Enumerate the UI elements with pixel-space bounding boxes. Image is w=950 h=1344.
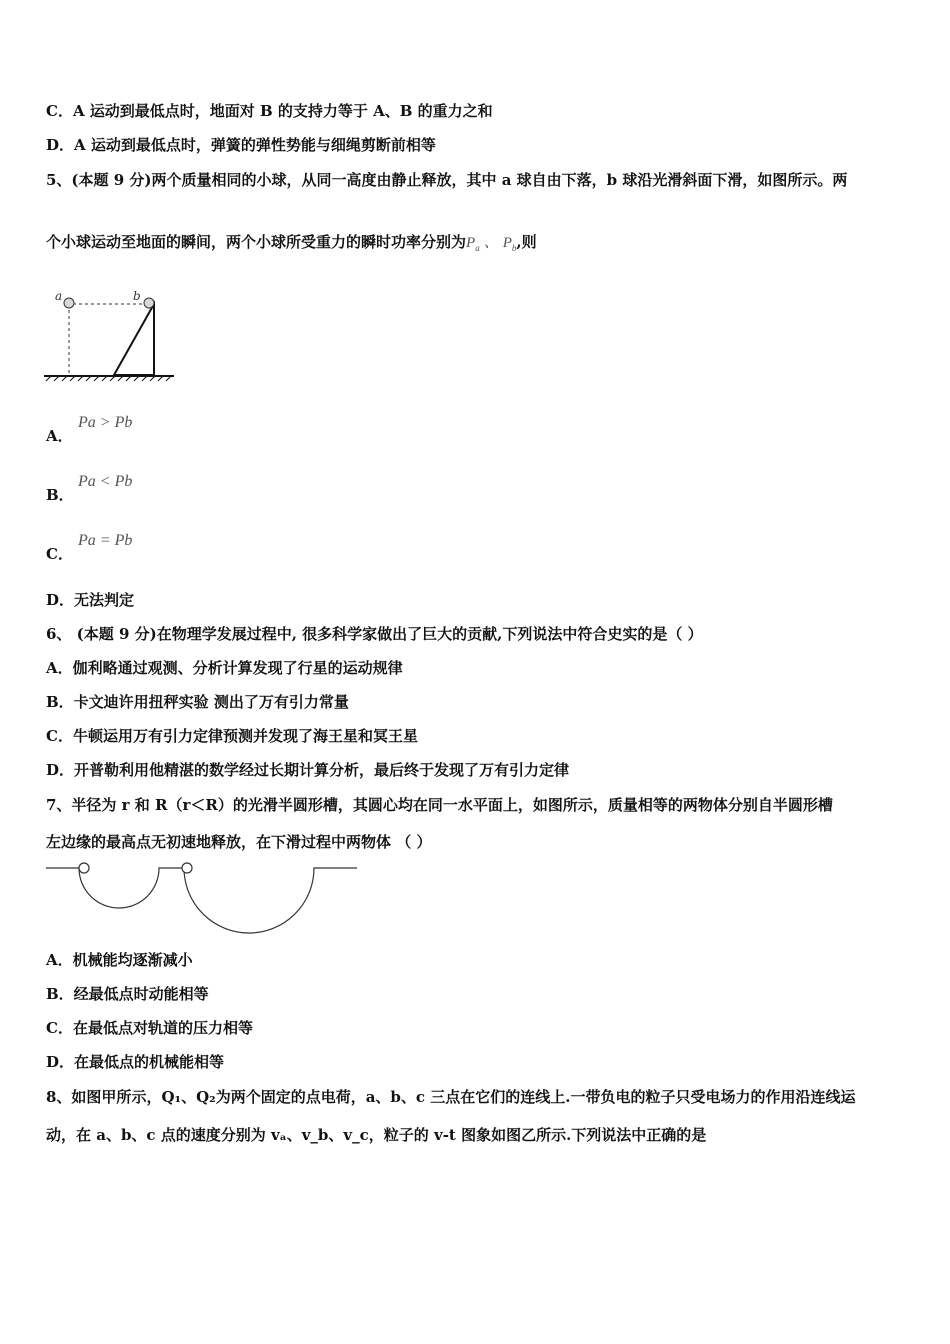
q5-stem-line2-end: ,则	[516, 233, 537, 251]
separator: 、	[483, 235, 499, 251]
q6-option-b: B．卡文迪许用扭秤实验 测出了万有引力常量	[46, 693, 349, 711]
ball-b	[144, 298, 154, 308]
q6-option-a: A．伽利略通过观测、分析计算发现了行星的运动规律	[46, 659, 403, 677]
q6-stem: 6、 (本题 9 分)在物理学发展过程中, 很多科学家做出了巨大的贡献,下列说法中符合史实的是（ ）	[46, 625, 703, 643]
q5-option-a-label: A．	[46, 427, 73, 445]
q6-option-c: C．牛顿运用万有引力定律预测并发现了海王星和冥王星	[46, 727, 418, 745]
q7-option-a: A．机械能均逐渐减小	[46, 951, 193, 969]
q4-option-c: C．A 运动到最低点时，地面对 B 的支持力等于 A、B 的重力之和	[46, 102, 493, 120]
q7-option-d: D．在最低点的机械能相等	[46, 1053, 225, 1071]
incline-triangle	[114, 304, 154, 375]
q5-stem-line1: 5、(本题 9 分)两个质量相同的小球，从同一高度由静止释放，其中 a 球自由下落，b 球沿光滑斜面下滑，如图所示。两	[46, 171, 848, 189]
label-a: a	[55, 289, 63, 303]
large-object	[182, 863, 192, 873]
small-object	[79, 863, 89, 873]
q7-stem-line1: 7、半径为 r 和 R（r＜R）的光滑半圆形槽，其圆心均在同一水平面上，如图所示，质量相等的两物体分别自半圆形槽	[46, 796, 833, 814]
q4-option-d: D．A 运动到最低点时，弹簧的弹性势能与细绳剪断前相等	[46, 136, 436, 154]
q5-option-d: D．无法判定	[46, 591, 135, 609]
q5-option-c-label: C．	[46, 545, 73, 563]
q7-figure-semicircle-grooves	[44, 858, 364, 933]
ball-a	[64, 298, 74, 308]
q5-option-c-formula: Pa = Pb	[78, 532, 133, 549]
q5-figure-incline	[44, 288, 184, 383]
label-b: b	[133, 289, 141, 303]
q7-option-b: B．经最低点时动能相等	[46, 985, 209, 1003]
q7-stem-line2: 左边缘的最高点无初速地释放，在下滑过程中两物体 （ ）	[46, 833, 432, 851]
q8-stem-line1: 8、如图甲所示，Q₁、Q₂为两个固定的点电荷，a、b、c 三点在它们的连线上.一带负电的粒子只受电场力的作用沿连线运	[46, 1088, 856, 1106]
q5-stem-line2	[46, 232, 537, 258]
groove-track	[46, 868, 357, 933]
q8-stem-line2: 动，在 a、b、c 点的速度分别为 vₐ、v_b、v_c，粒子的 v-t 图象如图乙所示.下列说法中正确的是	[46, 1126, 707, 1144]
q5-stem-line2-text: 个小球运动至地面的瞬间，两个小球所受重力的瞬时功率分别为	[46, 233, 467, 251]
power-a-symbol: $P_a$	[466, 235, 480, 253]
power-b-symbol: $P_b$	[502, 235, 517, 253]
q7-option-c: C．在最低点对轨道的压力相等	[46, 1019, 253, 1037]
q5-option-b-formula: Pa < Pb	[78, 473, 133, 490]
q6-option-d: D．开普勒利用他精湛的数学经过长期计算分析，最后终于发现了万有引力定律	[46, 761, 570, 779]
q5-option-b-label: B．	[46, 486, 74, 504]
q5-option-a-formula: Pa > Pb	[78, 414, 133, 431]
